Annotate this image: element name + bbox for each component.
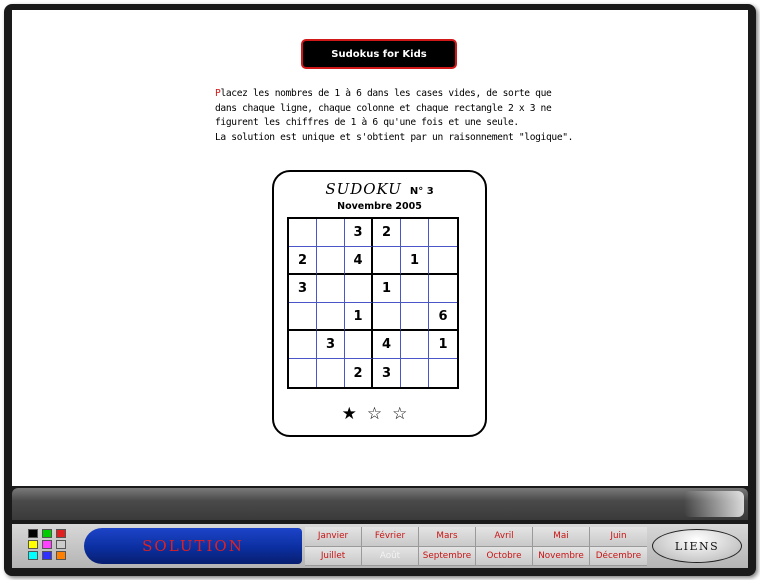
main-content [12, 10, 748, 486]
instructions-line-3: figurent les chiffres de 1 à 6 qu'une fois et une seule. [215, 117, 519, 128]
instructions-line-2: dans chaque ligne, chaque colonne et chaque rectangle 2 x 3 ne [215, 102, 552, 114]
sudoku-cell[interactable] [429, 359, 457, 387]
sudoku-cell[interactable]: 3 [345, 219, 373, 247]
sudoku-cell[interactable]: 2 [289, 247, 317, 275]
sudoku-heading [274, 179, 485, 198]
bottom-navigation [12, 524, 748, 568]
sudoku-label: SUDOKU [325, 180, 402, 198]
instructions-line-4: La solution est unique et s'obtient par un raisonnement "logique". [215, 131, 574, 143]
solution-button[interactable]: SOLUTION [84, 528, 302, 564]
star-filled-icon: ★ [341, 404, 367, 424]
sudoku-cell[interactable] [429, 247, 457, 275]
sudoku-cell[interactable] [317, 219, 345, 247]
color-swatch[interactable] [28, 551, 38, 560]
color-swatch[interactable] [42, 529, 52, 538]
toolbar-highlight [684, 491, 744, 517]
month-selector [305, 527, 647, 566]
sudoku-cell[interactable]: 2 [345, 359, 373, 387]
sudoku-cell[interactable] [429, 219, 457, 247]
sudoku-cell[interactable]: 1 [373, 275, 401, 303]
sudoku-cell[interactable] [345, 275, 373, 303]
month-button-11[interactable]: Novembre [533, 547, 590, 567]
sudoku-cell[interactable]: 1 [401, 247, 429, 275]
sudoku-cell[interactable]: 1 [345, 303, 373, 331]
sudoku-cell[interactable] [401, 303, 429, 331]
month-button-9[interactable]: Septembre [419, 547, 476, 567]
sudoku-cell[interactable] [401, 331, 429, 359]
instructions-line-1 [215, 87, 552, 102]
sudoku-cell[interactable] [317, 359, 345, 387]
star-empty-icon: ☆ [366, 404, 393, 424]
sudoku-cell[interactable]: 4 [373, 331, 401, 359]
color-swatch[interactable] [42, 551, 52, 560]
sudoku-cell[interactable]: 2 [373, 219, 401, 247]
instructions-line-1-rest: lacez les nombres de 1 à 6 dans les cases vides, de sorte que [220, 88, 552, 99]
toolbar-strip [12, 488, 748, 520]
sudoku-cell[interactable] [429, 275, 457, 303]
month-button-5[interactable]: Mai [533, 527, 590, 547]
sudoku-card [272, 170, 487, 437]
sudoku-cell[interactable] [289, 331, 317, 359]
month-button-7[interactable]: Juillet [305, 547, 362, 567]
month-button-1[interactable]: Janvier [305, 527, 362, 547]
sudoku-cell[interactable] [289, 359, 317, 387]
color-swatch[interactable] [42, 540, 52, 549]
month-button-10[interactable]: Octobre [476, 547, 533, 567]
sudoku-cell[interactable] [401, 219, 429, 247]
color-swatch[interactable] [56, 540, 66, 549]
sudoku-cell[interactable] [289, 219, 317, 247]
month-button-8[interactable]: Août [362, 547, 419, 567]
sudoku-cell[interactable] [317, 275, 345, 303]
sudoku-cell[interactable]: 1 [429, 331, 457, 359]
color-palette [28, 529, 72, 563]
sudoku-cell[interactable]: 3 [317, 331, 345, 359]
sudoku-cell[interactable]: 4 [345, 247, 373, 275]
sudoku-cell[interactable] [345, 331, 373, 359]
sudoku-cell[interactable] [289, 303, 317, 331]
instructions-first-letter: P [215, 88, 221, 99]
instructions-text [215, 87, 574, 145]
sudoku-cell[interactable]: 3 [373, 359, 401, 387]
color-swatch[interactable] [56, 551, 66, 560]
puzzle-number: N° 3 [409, 186, 434, 197]
sudoku-cell[interactable] [317, 247, 345, 275]
sudoku-cell[interactable]: 6 [429, 303, 457, 331]
color-swatch[interactable] [28, 540, 38, 549]
month-button-12[interactable]: Décembre [590, 547, 647, 567]
difficulty-rating [274, 404, 485, 424]
puzzle-date: Novembre 2005 [337, 201, 422, 212]
sudoku-cell[interactable]: 3 [289, 275, 317, 303]
month-button-4[interactable]: Avril [476, 527, 533, 547]
star-empty-icon: ☆ [392, 404, 418, 424]
liens-button[interactable]: LIENS [652, 529, 742, 563]
color-swatch[interactable] [28, 529, 38, 538]
color-swatch[interactable] [56, 529, 66, 538]
sudoku-cell[interactable] [373, 247, 401, 275]
sudoku-cell[interactable] [373, 303, 401, 331]
sudoku-cell[interactable] [401, 275, 429, 303]
month-button-6[interactable]: Juin [590, 527, 647, 547]
page-title: Sudokus for Kids [301, 39, 457, 69]
month-button-2[interactable]: Février [362, 527, 419, 547]
sudoku-cell[interactable] [401, 359, 429, 387]
sudoku-cell[interactable] [317, 303, 345, 331]
month-button-3[interactable]: Mars [419, 527, 476, 547]
sudoku-grid [287, 217, 459, 389]
